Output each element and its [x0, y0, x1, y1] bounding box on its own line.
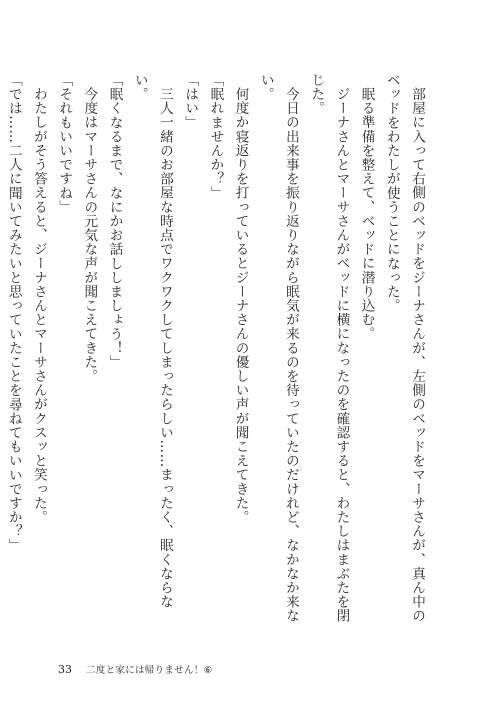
dialogue-5: 「では……二人に聞いてみたいと思っていたことを尋ねてもいいですか？」	[5, 73, 22, 553]
paragraph-8: わたしがそう答えると、ジーナさんとマーサさんがクスッと笑った。	[30, 86, 47, 524]
dialogue-4: 「それもいいですね」	[56, 73, 73, 214]
page-footer	[58, 661, 212, 677]
paragraph-4: 今日の出来事を振り返りながら眠気が来るのを待っていたのだけれど、なかなか来ない。	[257, 73, 299, 623]
paragraph-7: 今度はマーサさんの元気な声が聞こえてきた。	[81, 86, 98, 383]
dialogue-2: 「はい」	[182, 73, 199, 130]
paragraph-5: 何度か寝返りを打っているとジーナさんの優しい声が聞こえてきた。	[232, 86, 249, 524]
paragraph-2: 眠る準備を整えて、ベッドに潜り込む。	[358, 86, 375, 341]
vertical-text-body	[5, 73, 429, 633]
dialogue-1: 「眠れませんか？」	[207, 73, 224, 200]
dialogue-3: 「眠くなるまで、なにかお話ししましょう！」	[106, 73, 123, 370]
page-number: 33	[58, 662, 72, 676]
paragraph-3: ジーナさんとマーサさんがベッドに横になったのを確認すると、わたしはまぶたを閉じた。	[308, 73, 350, 623]
paragraph-6: 三人一緒のお部屋な時点でワクワクしてしまったらしい……まったく、眠くならない。	[131, 73, 173, 609]
paragraph-1: 部屋に入って右側のベッドをジーナさんが、左側のベッドをマーサさんが、真ん中のベッドをわたしが使うことになった。	[383, 73, 425, 623]
running-title: 二度と家には帰りません！⑥	[86, 665, 213, 676]
